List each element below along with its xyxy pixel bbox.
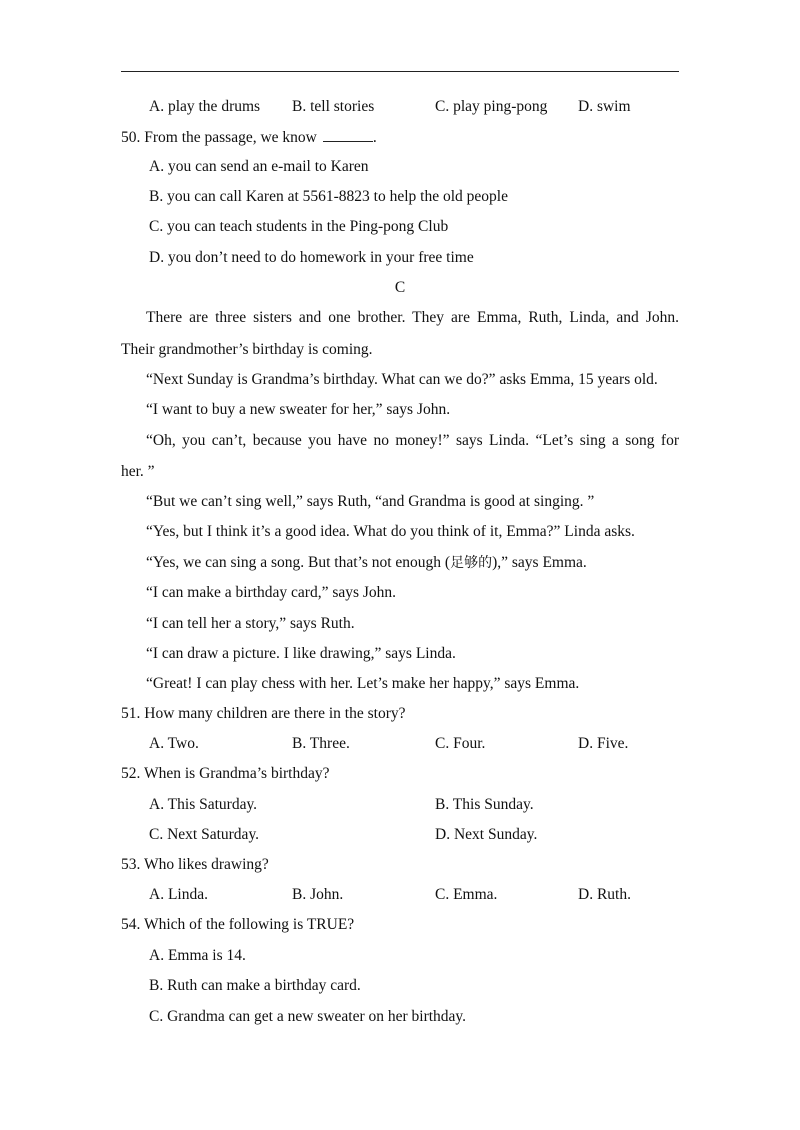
q54-option-a: A. Emma is 14. — [149, 947, 246, 964]
q50-stem: 50. From the passage, we know . — [121, 129, 377, 146]
q50-option-b: B. you can call Karen at 5561-8823 to help the old people — [149, 188, 508, 205]
q51-stem: 51. How many children are there in the story? — [121, 705, 406, 722]
chinese-gloss: 足够的 — [450, 555, 493, 571]
q53-option-c: C. Emma. — [435, 886, 498, 903]
q52-option-a: A. This Saturday. — [149, 796, 258, 813]
q52-option-d: D. Next Sunday. — [435, 826, 538, 843]
q51-option-d: D. Five. — [578, 735, 629, 752]
q49-option-d: D. swim — [578, 98, 631, 115]
q49-option-a: A. play the drums — [149, 98, 261, 115]
section-letter: C — [394, 279, 406, 296]
answer-blank — [323, 127, 373, 142]
q51-option-a: A. Two. — [149, 735, 199, 752]
passage-p11: “Great! I can play chess with her. Let’s make her happy,” says Emma. — [146, 675, 580, 692]
q50-option-d: D. you don’t need to do homework in your free time — [149, 249, 474, 266]
q53-option-b: B. John. — [292, 886, 344, 903]
header-rule — [121, 71, 679, 72]
passage-p9: “I can tell her a story,” says Ruth. — [146, 615, 355, 632]
q50-option-c: C. you can teach students in the Ping-pong Club — [149, 218, 449, 235]
passage-p1-line2: Their grandmother’s birthday is coming. — [121, 341, 373, 358]
passage-p8: “I can make a birthday card,” says John. — [146, 584, 397, 601]
q54-option-b: B. Ruth can make a birthday card. — [149, 977, 361, 994]
q54-option-c: C. Grandma can get a new sweater on her birthday. — [149, 1008, 467, 1025]
q51-option-c: C. Four. — [435, 735, 486, 752]
passage-p3: “I want to buy a new sweater for her,” says John. — [146, 401, 451, 418]
q52-option-c: C. Next Saturday. — [149, 826, 260, 843]
q50-option-a: A. you can send an e-mail to Karen — [149, 158, 369, 175]
q53-option-a: A. Linda. — [149, 886, 208, 903]
passage-p1-line1: There are three sisters and one brother. They are Emma, Ruth, Linda, and John. — [146, 309, 679, 326]
q49-option-c: C. play ping-pong — [435, 98, 548, 115]
q52-stem: 52. When is Grandma’s birthday? — [121, 765, 330, 782]
passage-p2: “Next Sunday is Grandma’s birthday. What can we do?” asks Emma, 15 years old. — [146, 371, 658, 388]
passage-p10: “I can draw a picture. I like drawing,” says Linda. — [146, 645, 456, 662]
q54-stem: 54. Which of the following is TRUE? — [121, 916, 355, 933]
passage-p4-line2: her. ” — [121, 463, 155, 480]
q53-stem: 53. Who likes drawing? — [121, 856, 269, 873]
passage-p4-line1: “Oh, you can’t, because you have no money!” says Linda. “Let’s sing a song for — [146, 432, 679, 449]
q52-option-b: B. This Sunday. — [435, 796, 534, 813]
q53-option-d: D. Ruth. — [578, 886, 631, 903]
passage-p5: “But we can’t sing well,” says Ruth, “and Grandma is good at singing. ” — [146, 493, 595, 510]
passage-p6: “Yes, but I think it’s a good idea. What do you think of it, Emma?” Linda asks. — [146, 523, 635, 540]
q51-option-b: B. Three. — [292, 735, 350, 752]
passage-p7: “Yes, we can sing a song. But that’s not enough (足够的),” says Emma. — [146, 554, 587, 571]
q49-option-b: B. tell stories — [292, 98, 375, 115]
